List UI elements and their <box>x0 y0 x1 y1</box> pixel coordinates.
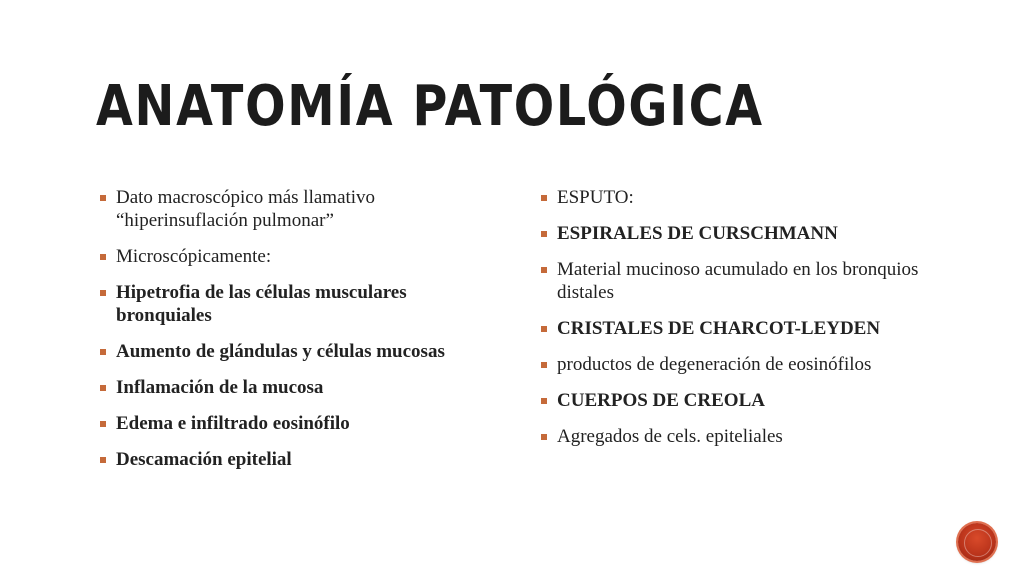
slide-badge-icon <box>958 523 996 561</box>
bullet-text: Descamación epitelial <box>116 449 292 470</box>
bullet-text: Aumento de glándulas y células mucosas <box>116 341 445 362</box>
bullet-item <box>541 353 941 376</box>
square-bullet-icon <box>100 421 106 427</box>
bullet-item <box>100 448 480 471</box>
bullet-text: Hipetrofia de las células musculares bronquiales <box>116 282 407 326</box>
square-bullet-icon <box>541 326 547 332</box>
bullet-text: Agregados de cels. epiteliales <box>557 426 783 447</box>
bullet-text: productos de degeneración de eosinófilos <box>557 354 872 375</box>
badge-ring <box>964 529 992 557</box>
bullet-text: ESPIRALES DE CURSCHMANN <box>557 223 838 244</box>
bullet-item <box>100 186 480 232</box>
bullet-text: Edema e infiltrado eosinófilo <box>116 413 350 434</box>
square-bullet-icon <box>541 267 547 273</box>
bullet-item <box>100 412 480 435</box>
left-bullet-list <box>100 186 480 484</box>
bullet-text: Microscópicamente: <box>116 246 272 267</box>
bullet-item <box>100 281 480 327</box>
bullet-text: ESPUTO: <box>557 187 634 208</box>
bullet-item <box>541 258 941 304</box>
bullet-item <box>541 425 941 448</box>
bullet-text: CRISTALES DE CHARCOT-LEYDEN <box>557 318 881 339</box>
right-bullet-list <box>541 186 941 461</box>
slide-title: ANATOMÍA PATOLÓGICA <box>96 74 764 139</box>
square-bullet-icon <box>541 398 547 404</box>
bullet-text: Inflamación de la mucosa <box>116 377 324 398</box>
bullet-item <box>100 376 480 399</box>
bullet-text: CUERPOS DE CREOLA <box>557 390 765 411</box>
bullet-item <box>100 340 480 363</box>
square-bullet-icon <box>100 349 106 355</box>
square-bullet-icon <box>541 195 547 201</box>
square-bullet-icon <box>100 385 106 391</box>
bullet-text: Dato macroscópico más llamativo “hiperinsuflación pulmonar” <box>116 187 376 231</box>
bullet-item <box>541 222 941 245</box>
square-bullet-icon <box>100 254 106 260</box>
square-bullet-icon <box>541 231 547 237</box>
bullet-item <box>541 186 941 209</box>
bullet-text: Material mucinoso acumulado en los bronquios distales <box>557 259 919 303</box>
bullet-item <box>541 317 941 340</box>
square-bullet-icon <box>100 457 106 463</box>
bullet-item <box>541 389 941 412</box>
square-bullet-icon <box>541 434 547 440</box>
square-bullet-icon <box>541 362 547 368</box>
square-bullet-icon <box>100 290 106 296</box>
square-bullet-icon <box>100 195 106 201</box>
bullet-item <box>100 245 480 268</box>
